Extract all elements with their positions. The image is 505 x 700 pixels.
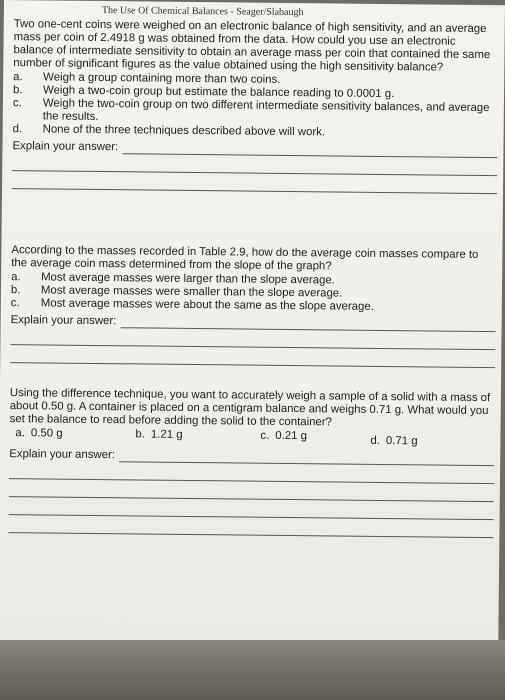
question-3-text: Using the difference technique, you want to accurately weigh a sample of a solid with a mass of about 0.50 g. A container is placed on a centigram balance and weighs 0.71 g. What would you set the balance to read before adding the solid to the container? [9,387,491,429]
question-3-option-a: a. 0.50 g [15,427,63,440]
question-2-option-c: c. Most average masses were about the same as the slope average. [10,297,374,313]
question-1-text: Two one-cent coins were weighed on an electronic balance of high sensitivity, and an average mass per coin of 2.4918 g was obtained from the data. How could you use an electronic balance of intermediate sensitivity to obtain an average mass per coin that contained the same number of significant figures as the value obtained using the high sensitivity balance? [13,18,491,74]
question-1-option-d: d. None of the three techniques described above will work. [12,123,326,139]
explain-label: Explain your answer: [9,448,116,462]
explain-label: Explain your answer: [12,140,119,154]
answer-line[interactable] [8,515,493,538]
answer-line[interactable] [10,345,495,368]
question-1-option-b: b. Weigh a two-coin group but estimate the balance reading to 0.0001 g. [12,84,395,101]
question-2 [10,244,496,368]
question-2-text: According to the masses recorded in Table 2.9, how do the average coin masses compare to the average coin mass determined from the slope of the graph? [11,244,479,273]
question-3-option-c: c. 0.21 g [260,429,308,443]
question-2-option-b: b. Most average masses were smaller than the slope average. [10,284,343,300]
answer-line[interactable] [12,171,497,194]
question-1-option-a: a. Weigh a group containing more than two coins. [13,71,281,86]
question-3-option-d: d. 0.71 g [370,434,418,448]
question-3 [8,387,495,538]
question-1 [12,18,499,194]
question-2-option-a: a. Most average masses were larger than the slope average. [11,271,335,287]
question-3-option-b: b. 1.21 g [135,428,183,441]
explain-label: Explain your answer: [10,314,117,328]
desk-background [0,640,505,700]
page-header: The Use Of Chemical Balances - Seager/Slabaugh [101,5,304,19]
question-1-option-c: c. Weigh the two-coin group on two different intermediate sensitivity balances, and average the results. [12,97,490,123]
